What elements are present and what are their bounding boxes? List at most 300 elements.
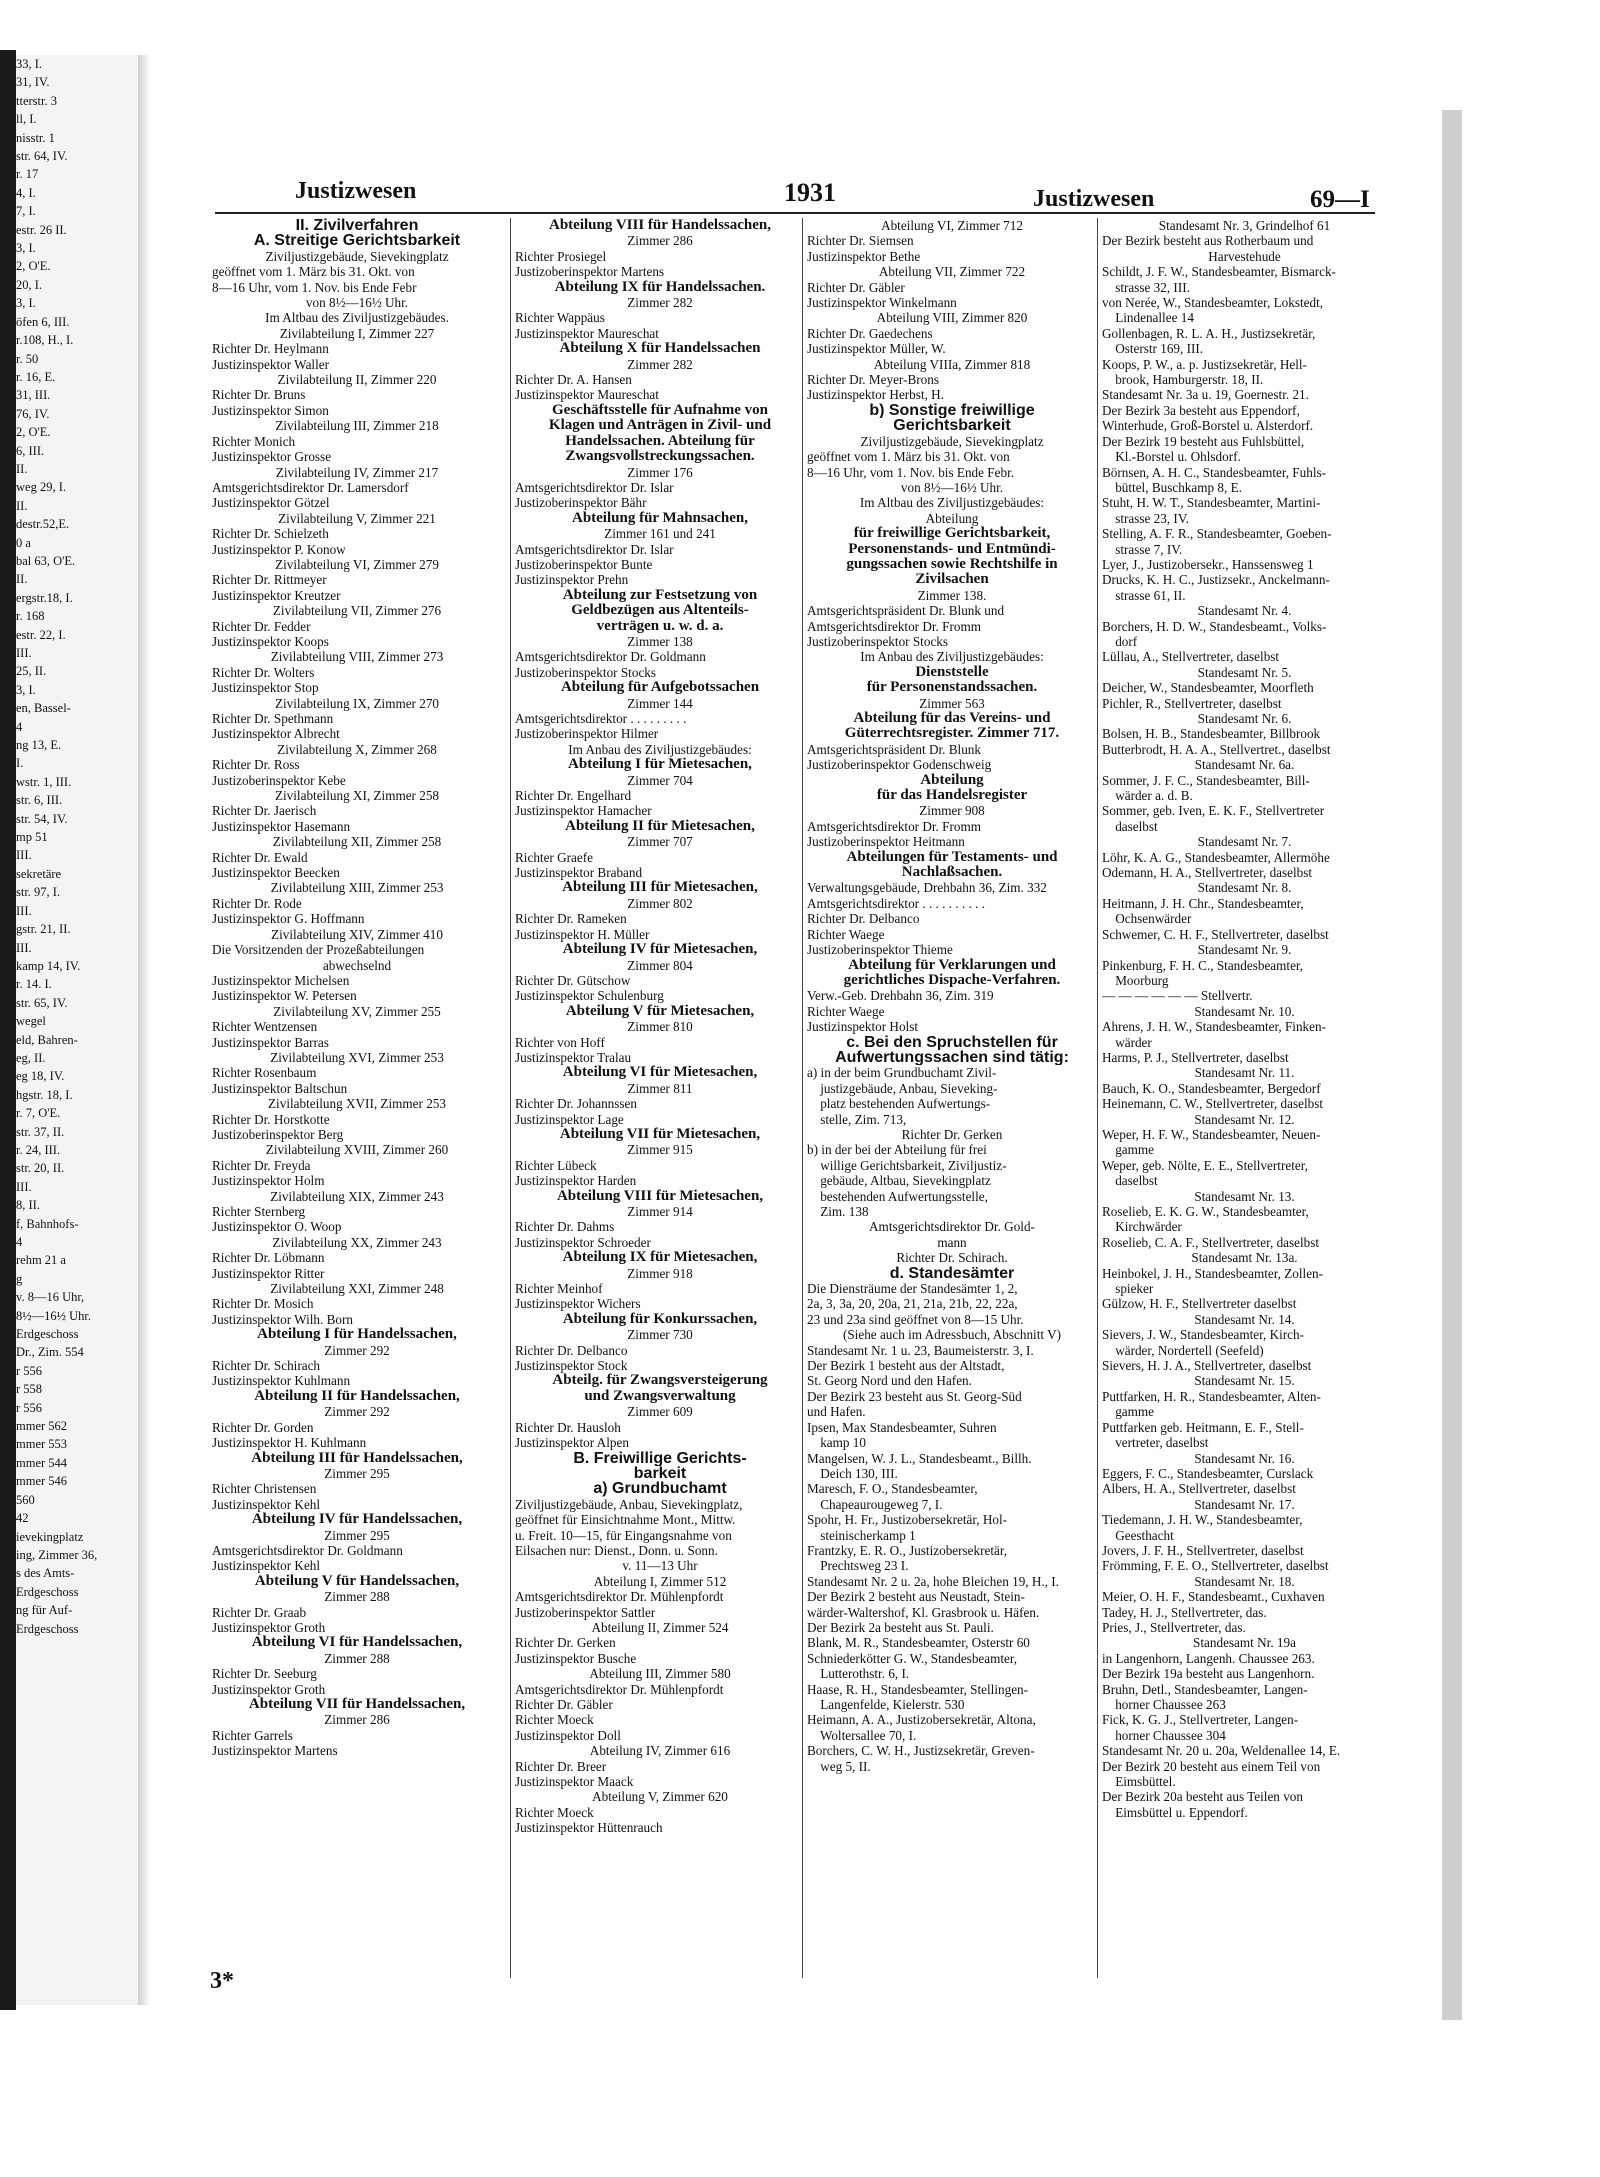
entry-line: Richter Dr. Fedder (212, 618, 311, 634)
entry-line: Standesamt Nr. 19a (1193, 1635, 1296, 1651)
entry-line: Bolsen, H. B., Standesbeamter, Billbrook (1102, 726, 1321, 742)
entry-line: Heimann, A. A., Justizobersekretär, Altona, (807, 1712, 1036, 1728)
entry-heading: Dienststelle (915, 664, 989, 680)
entry-line: wärder (1102, 1034, 1152, 1050)
entry-line: Zimmer 138 (627, 633, 693, 649)
entry-heading: Geldbezügen aus Altenteils- (571, 603, 749, 619)
entry-line: u. Freit. 10—15, für Eingangsnahme von (515, 1527, 732, 1543)
entry-line: Standesamt Nr. 11. (1194, 1065, 1295, 1081)
left-page-line: 3, I. (16, 241, 36, 256)
left-page-line: wegel (16, 1014, 46, 1029)
entry-line: Verw.-Geb. Drehbahn 36, Zim. 319 (807, 988, 994, 1004)
entry-line: Der Bezirk 3a besteht aus Eppendorf, (1102, 402, 1300, 418)
left-page-line: v. 8—16 Uhr, (16, 1290, 85, 1305)
left-page-line: sekretäre (16, 866, 62, 881)
left-page-line: Erdgeschoss (16, 1584, 79, 1599)
entry-line: spieker (1102, 1281, 1154, 1297)
entry-line: Justizinspektor Grosse (212, 449, 332, 465)
entry-line: strasse 32, III. (1102, 279, 1190, 295)
entry-line: Justizoberinspektor Kebe (212, 772, 346, 788)
entry-line: Zivilabteilung XVII, Zimmer 253 (268, 1096, 446, 1112)
entry-line: Justizoberinspektor Thieme (807, 942, 953, 958)
entry-line: Justizinspektor Schroeder (515, 1234, 651, 1250)
section-heading: A. Streitige Gerichtsbarkeit (253, 233, 461, 249)
entry-line: Pinkenburg, F. H. C., Standesbeamter, (1102, 957, 1304, 973)
entry-line: Standesamt Nr. 17. (1194, 1496, 1295, 1512)
left-page-line: 6, III. (16, 443, 45, 458)
entry-line: Roselieb, C. A. F., Stellvertreter, daselbst (1102, 1234, 1320, 1250)
left-page-line: Dr., Zim. 554 (16, 1345, 84, 1360)
entry-line: Justizinspektor Stop (212, 680, 319, 696)
entry-line: Richter Dr. Engelhard (515, 788, 632, 804)
entry-line: (Siehe auch im Adressbuch, Abschnitt V) (842, 1327, 1062, 1343)
entry-line: Lüllau, A., Stellvertreter, daselbst (1102, 649, 1280, 665)
entry-line: Amtsgerichtsdirektor Dr. Islar (515, 479, 674, 495)
entry-line: Sommer, J. F. C., Standesbeamter, Bill- (1102, 772, 1310, 788)
entry-line: Justizinspektor Kehl (212, 1558, 321, 1574)
section-heading: B. Freiwillige Gerichts- (573, 1450, 747, 1466)
left-page-line: r. 50 (16, 351, 39, 366)
left-page-line: ng 13, E. (16, 738, 62, 753)
entry-line: horner Chaussee 304 (1102, 1727, 1226, 1743)
entry-line: Die Diensträume der Standesämter 1, 2, (807, 1281, 1018, 1297)
entry-line: Richter Dr. Johannssen (515, 1096, 637, 1112)
entry-line: Koops, P. W., a. p. Justizsekretär, Hell- (1102, 356, 1307, 372)
entry-line: abwechselnd (322, 957, 392, 973)
entry-line: Justizinspektor Hüttenrauch (515, 1820, 663, 1836)
entry-line: Eggers, F. C., Standesbeamter, Curslack (1102, 1465, 1314, 1481)
left-page-line: 0 a (16, 535, 31, 550)
left-page-line: estr. 26 II. (16, 222, 67, 237)
entry-line: Löhr, K. A. G., Standesbeamter, Allermöhe (1102, 849, 1330, 865)
left-page-line: g (16, 1271, 23, 1286)
entry-line: Richter Dr. Horstkotte (212, 1111, 330, 1127)
left-page-line: 2, O'E. (16, 425, 51, 440)
entry-line: Justizoberinspektor Hilmer (515, 726, 659, 742)
entry-line: Zimmer 292 (324, 1342, 390, 1358)
left-page-line: r 556 (16, 1363, 43, 1378)
entry-line: horner Chaussee 263 (1102, 1697, 1226, 1712)
section-heading: barkeit (633, 1465, 687, 1482)
entry-heading: Abteilung II für Mietesachen, (565, 818, 755, 834)
scan-edge-right (1442, 110, 1462, 2020)
left-page-line: kamp 14, IV. (16, 958, 81, 973)
entry-line: Richter Prosiegel (515, 248, 607, 264)
entry-line: Abteilung I, Zimmer 512 (593, 1573, 727, 1589)
entry-heading: Abteilung VIII für Handelssachen, (549, 218, 771, 233)
left-page-line: r. 24, III. (16, 1142, 61, 1157)
entry-line: Justizinspektor Groth (212, 1619, 326, 1635)
entry-line: 8—16 Uhr, vom 1. Nov. bis Ende Febr. (807, 464, 1015, 480)
entry-line: gamme (1102, 1404, 1155, 1420)
entry-line: Amtsgerichtsdirektor . . . . . . . . . . (807, 895, 986, 911)
entry-line: Zivilabteilung XX, Zimmer 243 (272, 1234, 442, 1250)
entry-line: Zivilabteilung XIV, Zimmer 410 (271, 926, 443, 942)
entry-line: strasse 23, IV. (1102, 510, 1189, 526)
entry-line: Richter Dr. Ross (212, 757, 300, 773)
entry-heading: Nachlaßsachen. (901, 865, 1003, 881)
section-heading: Aufwertungssachen sind tätig: (835, 1049, 1069, 1066)
entry-heading: Abteilung VIII für Mietesachen, (556, 1188, 764, 1204)
entry-line: Amtsgerichtsdirektor Dr. Goldmann (212, 1542, 403, 1558)
left-page-line: 4 (16, 1235, 23, 1249)
entry-line: dorf (1102, 633, 1138, 649)
entry-heading: Zivilsachen (915, 572, 989, 588)
entry-line: justizgebäude, Anbau, Sieveking- (807, 1080, 998, 1096)
entry-line: Justizoberinspektor Godenschweig (807, 757, 992, 773)
entry-line: Justizinspektor Maack (515, 1774, 634, 1790)
entry-heading: Geschäftsstelle für Aufnahme von (552, 402, 768, 418)
left-page-line: II. (16, 498, 28, 513)
entry-line: Justizinspektor Müller, W. (807, 341, 946, 357)
entry-line: Justizoberinspektor Stocks (515, 664, 657, 680)
entry-line: Woltersallee 70, I. (807, 1727, 917, 1743)
entry-line: Deicher, W., Standesbeamter, Moorfleth (1102, 680, 1314, 696)
entry-line: Standesamt Nr. 15. (1194, 1373, 1295, 1389)
left-page-line: 25, II. (16, 664, 47, 679)
entry-line: Justizinspektor P. Konow (212, 541, 346, 557)
entry-line: Der Bezirk 20 besteht aus einem Teil von (1102, 1758, 1321, 1774)
entry-line: v. 11—13 Uhr (622, 1558, 698, 1574)
entry-line: Langenfelde, Kielerstr. 530 (807, 1697, 965, 1712)
entry-line: Puttfarken geb. Heitmann, E. F., Stell- (1102, 1419, 1304, 1435)
entry-line: Zimmer 282 (627, 295, 693, 311)
entry-line: Osterstr 169, III. (1102, 341, 1204, 357)
entry-line: Blank, M. R., Standesbeamter, Osterstr 60 (807, 1635, 1030, 1651)
entry-line: wärder, Nordertell (Seefeld) (1102, 1342, 1264, 1358)
entry-line: Zimmer 286 (627, 233, 693, 249)
entry-heading: Abteilung V für Handelssachen, (254, 1573, 460, 1589)
entry-line: Zivilabteilung XVI, Zimmer 253 (270, 1049, 444, 1065)
left-page-line: III. (16, 848, 32, 863)
entry-line: Der Bezirk 1 besteht aus der Altstadt, (807, 1358, 1005, 1374)
entry-line: Richter Dr. Löbmann (212, 1250, 325, 1266)
section-heading: b) Sonstige freiwillige (869, 402, 1035, 419)
entry-line: Amtsgerichtsdirektor Dr. Goldmann (515, 649, 706, 665)
left-page-fragment (16, 55, 138, 2005)
entry-line: Richter Wappäus (515, 310, 605, 326)
left-page-line: ing, Zimmer 36, (16, 1547, 98, 1562)
entry-line: Standesamt Nr. 16. (1194, 1450, 1295, 1466)
entry-line: b) in der bei der Abteilung für frei (807, 1142, 987, 1158)
entry-line: Justizinspektor Wichers (515, 1296, 641, 1312)
left-page-line: r. 7, O'E. (16, 1106, 61, 1121)
entry-line: Zivilabteilung XVIII, Zimmer 260 (265, 1142, 449, 1158)
entry-line: bestehenden Aufwertungsstelle, (807, 1188, 988, 1204)
entry-line: brook, Hamburgerstr. 18, II. (1102, 372, 1264, 388)
entry-line: steinischerkamp 1 (807, 1527, 916, 1543)
left-page-line: II. (16, 461, 28, 476)
left-page-line: 31, IV. (16, 75, 50, 90)
entry-line: Abteilung VIIIa, Zimmer 818 (873, 356, 1031, 372)
entry-heading: Handelssachen. Abteilung für (565, 433, 755, 449)
entry-line: Eimsbüttel u. Eppendorf. (1102, 1804, 1248, 1820)
left-page-line: 4 (16, 719, 23, 734)
entry-line: Puttfarken, H. R., Standesbeamter, Alten- (1102, 1388, 1321, 1404)
entry-line: kamp 10 (807, 1435, 866, 1451)
left-page-line: wstr. 1, III. (16, 774, 72, 789)
entry-line: Amtsgerichtspräsident Dr. Blunk und (807, 603, 1005, 619)
entry-line: Richter Dr. Meyer-Brons (807, 372, 939, 388)
entry-line: Zimmer 811 (627, 1080, 693, 1096)
left-page-line: str. 37, II. (16, 1124, 65, 1139)
entry-line: Abteilung II, Zimmer 524 (591, 1619, 729, 1635)
entry-line: Justizinspektor Herbst, H. (807, 387, 944, 403)
left-page-line: str. 97, I. (16, 885, 61, 900)
entry-line: Borchers, C. W. H., Justizsekretär, Greven- (807, 1743, 1035, 1759)
entry-line: geöffnet vom 1. März bis 31. Okt. von (807, 449, 1010, 465)
entry-line: Justizinspektor Lage (515, 1111, 624, 1127)
entry-line: Standesamt Nr. 14. (1194, 1311, 1295, 1327)
running-head-right: Justizwesen (1033, 186, 1155, 212)
entry-line: Zimmer 282 (627, 356, 693, 372)
entry-line: Zivilabteilung X, Zimmer 268 (277, 741, 437, 757)
book-gutter (138, 55, 150, 2005)
entry-line: Zimmer 286 (324, 1712, 390, 1728)
left-page-line: 76, IV. (16, 406, 50, 421)
entry-line: Justizinspektor Winkelmann (807, 295, 957, 311)
entry-line: Justizinspektor Wilh. Born (212, 1311, 353, 1327)
entry-line: Zimmer 563 (919, 695, 985, 711)
section-heading: Gerichtsbarkeit (893, 418, 1011, 434)
left-page-line: 20, I. (16, 277, 43, 292)
left-page-line: rehm 21 a (16, 1253, 66, 1268)
left-page-line: r. 14. I. (16, 977, 52, 992)
entry-line: Im Altbau des Ziviljustizgebäudes. (265, 310, 449, 326)
entry-line: Richter Garrels (212, 1727, 293, 1743)
column-2 (510, 218, 805, 1978)
entry-line: Chapeaurougeweg 7, I. (807, 1496, 943, 1512)
entry-line: Justizinspektor Ritter (212, 1265, 325, 1281)
entry-line: a) in der beim Grundbuchamt Zivil- (807, 1065, 997, 1081)
entry-line: wärder a. d. B. (1102, 788, 1193, 804)
entry-line: Standesamt Nr. 6a. (1194, 757, 1295, 773)
entry-line: Zimmer 707 (627, 834, 693, 850)
entry-line: Ziviljustizgebäude, Anbau, Sievekingplatz, (515, 1496, 743, 1512)
entry-line: Richter Moeck (515, 1712, 594, 1728)
entry-line: Standesamt Nr. 12. (1194, 1111, 1295, 1127)
entry-line: Richter Dr. Graab (212, 1604, 307, 1620)
left-page-line: mmer 553 (16, 1437, 68, 1452)
entry-line: geöffnet vom 1. März bis 31. Okt. von (212, 264, 415, 280)
entry-line: Justizinspektor Tralau (515, 1049, 632, 1065)
entry-heading: für das Handelsregister (876, 788, 1028, 804)
entry-line: Justizinspektor Baltschun (212, 1080, 348, 1096)
entry-line: Richter Dr. Ewald (212, 849, 308, 865)
entry-line: Der Bezirk 20a besteht aus Teilen von (1102, 1789, 1303, 1805)
left-page-line: 2, O'E. (16, 259, 51, 274)
entry-line: Eimsbüttel. (1102, 1774, 1176, 1790)
entry-line: Richter Dr. Jaerisch (212, 803, 317, 819)
scan-edge (0, 50, 16, 2010)
entry-heading: Abteilung IV für Mietesachen, (562, 942, 758, 958)
left-page-line: 7, I. (16, 204, 36, 219)
entry-line: Frömming, F. E. O., Stellvertreter, daselbst (1102, 1558, 1329, 1574)
entry-line: Justizinspektor Götzel (212, 495, 330, 511)
left-page-line: 33, I. (16, 57, 43, 71)
entry-line: Standesamt Nr. 13. (1194, 1188, 1295, 1204)
entry-line: Abteilung (925, 510, 979, 526)
entry-line: Zivilabteilung IV, Zimmer 217 (275, 464, 439, 480)
entry-line: Deich 130, III. (807, 1465, 898, 1481)
entry-line: Zimmer 609 (627, 1404, 693, 1420)
entry-line: Standesamt Nr. 3, Grindelhof 61 (1158, 218, 1331, 233)
entry-line: vertreter, daselbst (1102, 1435, 1209, 1451)
entry-line: Kl.-Borstel u. Ohlsdorf. (1102, 449, 1241, 465)
entry-line: Justizinspektor Albrecht (212, 726, 340, 742)
entry-line: Im Anbau des Ziviljustizgebäudes: (860, 649, 1044, 665)
left-page-line: eg, II. (16, 1050, 46, 1065)
left-page-line: r. 17 (16, 167, 39, 182)
entry-line: Justizinspektor Holst (807, 1019, 918, 1035)
entry-heading: Klagen und Anträgen in Zivil- und (548, 418, 772, 434)
entry-line: Odemann, H. A., Stellvertreter, daselbst (1102, 865, 1313, 881)
entry-line: Harms, P. J., Stellvertreter, daselbst (1102, 1049, 1289, 1065)
left-page-line: 31, III. (16, 388, 51, 403)
left-page-line: III. (16, 646, 32, 660)
entry-heading: Abteilung für Konkurssachen, (562, 1311, 758, 1327)
entry-line: Zivilabteilung II, Zimmer 220 (277, 372, 437, 388)
entry-line: Standesamt Nr. 5. (1197, 664, 1292, 680)
entry-line: Standesamt Nr. 1 u. 23, Baumeisterstr. 3, I. (807, 1342, 1034, 1358)
entry-line: gamme (1102, 1142, 1155, 1158)
left-page-line: 3, I. (16, 296, 36, 311)
entry-line: Ahrens, J. H. W., Standesbeamter, Finken- (1102, 1019, 1326, 1035)
entry-line: Standesamt Nr. 3a u. 19, Goernestr. 21. (1102, 387, 1309, 403)
entry-line: Winterhude, Groß-Borstel u. Alsterdorf. (1102, 418, 1314, 434)
entry-line: Zimmer 908 (919, 803, 985, 819)
entry-line: Zimmer 918 (627, 1265, 693, 1281)
entry-line: Justizinspektor Hamacher (515, 803, 652, 819)
left-page-line: hgstr. 18, I. (16, 1087, 73, 1102)
entry-line: Richter von Hoff (515, 1034, 605, 1050)
entry-line: Richter Graefe (515, 849, 593, 865)
entry-line: Richter Dr. Dahms (515, 1219, 615, 1235)
entry-heading: Abteilung IV für Handelssachen, (251, 1512, 463, 1528)
entry-line: Der Bezirk 2a besteht aus St. Pauli. (807, 1619, 994, 1635)
left-page-line: 8½—16½ Uhr. (16, 1308, 91, 1323)
entry-line: Im Altbau des Ziviljustizgebäudes: (859, 495, 1045, 511)
entry-line: Tiedemann, J. H. W., Standesbeamter, (1102, 1512, 1303, 1528)
entry-line: Sievers, J. W., Standesbeamter, Kirch- (1102, 1327, 1305, 1343)
entry-heading: Abteilung VII für Handelssachen, (248, 1697, 466, 1712)
entry-line: Der Bezirk 23 besteht aus St. Georg-Süd (807, 1388, 1022, 1404)
entry-line: Der Bezirk 2 besteht aus Neustadt, Stein- (807, 1589, 1025, 1605)
entry-line: Gollenbagen, R. L. A. H., Justizsekretär, (1102, 325, 1316, 341)
entry-line: 23 und 23a sind geöffnet von 8—15 Uhr. (807, 1311, 1024, 1327)
entry-line: wärder-Waltershof, Kl. Grasbrook u. Häfen. (807, 1604, 1040, 1620)
entry-heading: Abteilung für das Vereins- und (853, 711, 1051, 726)
entry-line: Justizinspektor H. Kuhlmann (212, 1435, 367, 1451)
entry-heading: Abteilung IX für Mietesachen, (562, 1250, 758, 1266)
left-page-line: 8, II. (16, 1198, 40, 1213)
entry-line: Richter Dr. Delbanco (515, 1342, 628, 1358)
entry-heading: Abteilung III für Mietesachen, (562, 880, 758, 896)
header-year: 1931 (784, 178, 836, 207)
left-page-line: 3, I. (16, 682, 36, 697)
entry-heading: Abteilung für Mahnsachen, (571, 510, 748, 526)
entry-line: Heinbokel, J. H., Standesbeamter, Zollen- (1102, 1265, 1324, 1281)
entry-line: Meier, O. H. F., Standesbeamt., Cuxhaven (1102, 1589, 1325, 1605)
entry-heading: verträgen u. w. d. a. (596, 618, 724, 634)
left-page-line: III. (16, 1179, 32, 1194)
entry-line: Richter Dr. Freyda (212, 1157, 311, 1173)
entry-line: Justizoberinspektor Stocks (807, 633, 949, 649)
entry-line: Zimmer 144 (627, 695, 693, 711)
entry-line: Die Vorsitzenden der Prozeßabteilungen (212, 942, 425, 958)
entry-heading: Abteilungen für Testaments- und (846, 849, 1058, 865)
entry-line: Justizoberinspektor Heitmann (807, 834, 965, 850)
entry-line: Zivilabteilung XXI, Zimmer 248 (270, 1281, 444, 1297)
entry-line: platz bestehenden Aufwertungs- (807, 1096, 991, 1112)
entry-line: Richter Dr. Siemsen (807, 233, 914, 249)
entry-line: Zivilabteilung VII, Zimmer 276 (272, 603, 442, 619)
header-rule (215, 212, 1375, 214)
entry-line: Prechtsweg 23 I. (807, 1558, 909, 1574)
entry-line: Zimmer 161 und 241 (604, 526, 716, 542)
left-page-line: s des Amts- (16, 1566, 75, 1581)
entry-line: — — — — — — Stellvertr. (1102, 988, 1253, 1004)
entry-line: Amtsgerichtsdirektor Dr. Gold- (869, 1219, 1035, 1235)
entry-line: Bauch, K. O., Standesbeamter, Bergedorf (1102, 1080, 1321, 1096)
left-page-line: Erdgeschoss (16, 1621, 79, 1636)
entry-heading: gungssachen sowie Rechtshilfe in (846, 556, 1058, 572)
entry-line: Der Bezirk 19 besteht aus Fuhlsbüttel, (1102, 433, 1305, 449)
entry-line: Amtsgerichtsdirektor Dr. Fromm (807, 818, 981, 834)
left-page-line: bal 63, O'E. (16, 553, 76, 568)
entry-line: 8—16 Uhr, vom 1. Nov. bis Ende Febr (212, 279, 417, 295)
left-page-line: gstr. 21, II. (16, 922, 71, 937)
entry-line: Borchers, H. D. W., Standesbeamt., Volks- (1102, 618, 1327, 634)
left-page-line: Erdgeschoss (16, 1327, 79, 1342)
entry-line: Justizinspektor Braband (515, 865, 643, 881)
entry-line: Justizinspektor Maureschat (515, 325, 659, 341)
entry-line: Weper, H. F. W., Standesbeamter, Neuen- (1102, 1126, 1321, 1142)
entry-line: Richter Waege (807, 926, 885, 942)
entry-line: Justizinspektor Schulenburg (515, 988, 664, 1004)
entry-line: Standesamt Nr. 10. (1194, 1003, 1295, 1019)
entry-line: Justizinspektor Kuhlmann (212, 1373, 351, 1389)
entry-line: Richter Dr. Breer (515, 1758, 607, 1774)
left-page-line: 42 (16, 1511, 29, 1526)
entry-line: Richter Dr. Hausloh (515, 1419, 621, 1435)
left-page-line: weg 29, I. (16, 480, 66, 495)
entry-line: Justizinspektor Holm (212, 1173, 325, 1189)
left-page-line: ergstr.18, I. (16, 590, 73, 605)
entry-line: Albers, H. A., Stellvertreter, daselbst (1102, 1481, 1296, 1497)
entry-line: von Nerée, W., Standesbeamter, Lokstedt, (1102, 295, 1324, 311)
left-page-line: III. (16, 903, 32, 918)
entry-heading: Abteilung für Aufgebotssachen (560, 680, 760, 696)
entry-line: Justizinspektor Kehl (212, 1496, 321, 1512)
entry-line: Schildt, J. F. W., Standesbeamter, Bismarck- (1102, 264, 1336, 280)
entry-line: Justizoberinspektor Berg (212, 1126, 344, 1142)
entry-line: Zimmer 804 (627, 957, 693, 973)
left-page-line: r. 168 (16, 609, 45, 624)
left-page-line: mp 51 (16, 830, 48, 845)
entry-heading: Abteilung VII für Mietesachen, (559, 1126, 761, 1142)
entry-line: Zim. 138 (807, 1204, 869, 1219)
entry-line: daselbst (1102, 1173, 1158, 1189)
entry-line: Justizoberinspektor Martens (515, 264, 665, 280)
entry-line: mann (937, 1234, 967, 1250)
entry-line: 2a, 3, 3a, 20, 20a, 21, 21a, 21b, 22, 22a, (807, 1296, 1018, 1312)
entry-line: Justizinspektor Bethe (807, 248, 921, 264)
entry-line: Zimmer 288 (324, 1589, 390, 1605)
entry-line: Standesamt Nr. 8. (1197, 880, 1292, 896)
entry-line: büttel, Buschkamp 8, E. (1102, 479, 1242, 495)
left-page-line: r.108, H., I. (16, 333, 74, 348)
